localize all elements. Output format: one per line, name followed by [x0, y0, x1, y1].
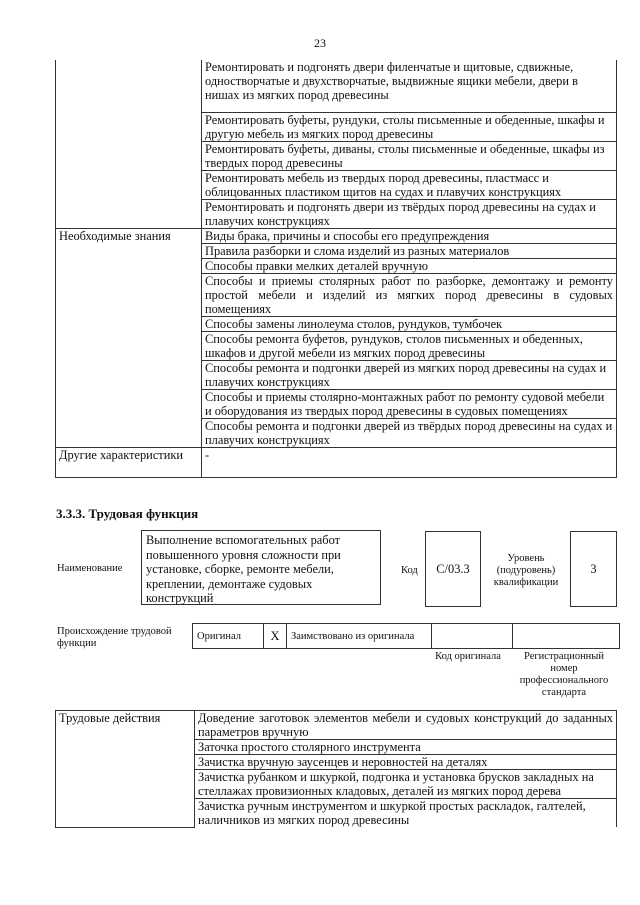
name-label: Наименование [57, 563, 123, 574]
origin-borrowed-label: Заимствовано из оригинала [287, 624, 432, 649]
table-row: Способы и приемы столярно-монтажных работ по ремонту судовой мебели и оборудования из твердых пород древесины в судовых помещениях [202, 389, 617, 418]
table-row: Ремонтировать мебель из твердых пород древесины, пластмасс и облицованных пластиком щитов на судах и плавучих конструкциях [202, 170, 617, 199]
function-name-value: Выполнение вспомогательных работ повышенного уровня сложности при установке, сборке, ремонте мебели, креплении, демонтаже судовых конструкций [141, 530, 381, 605]
qualification-level-label: Уровень (подуровень) квалификации [493, 553, 559, 588]
table-row: Способы замены линолеума столов, рундуков, тумбочек [202, 316, 617, 331]
section-heading: 3.3.3. Трудовая функция [56, 506, 199, 521]
table-row: Зачистка вручную заусенцев и неровностей на деталях [195, 755, 617, 770]
table-row: Заточка простого столярного инструмента [195, 740, 617, 755]
skills-knowledge-table [55, 60, 617, 478]
origin-reg-number-cell [513, 624, 620, 649]
origin-original-label: Оригинал [193, 624, 264, 649]
table-row: Способы ремонта и подгонки дверей из мягких пород древесины на судах и плавучих конструкциях [202, 360, 617, 389]
table-row: Ремонтировать буфеты, диваны, столы письменные и обеденные, шкафы из твердых пород древесины [202, 141, 617, 170]
origin-table [192, 623, 620, 649]
other-characteristics-label: Другие характеристики [56, 447, 202, 477]
table-row: Зачистка рубанком и шкуркой, подгонка и установка брусков закладных на стеллажах провизионных кладовых, деталей из мягких пород дерева [195, 770, 617, 799]
origin-code-caption: Код оригинала [435, 651, 501, 662]
table-row: Зачистка ручным инструментом и шкуркой простых раскладок, галтелей, наличников из мягких пород древесины [195, 799, 617, 828]
other-characteristics-value: - [202, 447, 617, 477]
origin-reg-caption: Регистрационный номер профессионального стандарта [519, 651, 609, 698]
table-cell-empty [56, 60, 202, 228]
table-row: Способы ремонта буфетов, рундуков, столов письменных и обеденных, шкафов и другой мебели из мягких пород древесины [202, 331, 617, 360]
qualification-level-value: 3 [570, 531, 617, 607]
table-row: Ремонтировать и подгонять двери из твёрдых пород древесины на судах и плавучих конструкциях [202, 199, 617, 228]
origin-mark: X [264, 624, 287, 649]
origin-label: Происхождение трудовой функции [57, 626, 172, 649]
table-row: Доведение заготовок элементов мебели и судовых конструкций до заданных параметров вручную [195, 711, 617, 740]
code-label: Код [401, 565, 418, 576]
table-row: Способы и приемы столярных работ по разборке, демонтажу и ремонту простой мебели и изделий из мягких пород древесины в судовых помещениях [202, 273, 617, 316]
table-row: Ремонтировать и подгонять двери филенчатые и щитовые, сдвижные, одностворчатые и двухстворчатые, выдвижные ящики мебели, двери в нишах из мягких пород древесины [202, 60, 617, 112]
labor-actions-label: Трудовые действия [56, 711, 195, 828]
table-row: Ремонтировать буфеты, рундуки, столы письменные и обеденные, шкафы и другую мебель из мягких пород древесины [202, 112, 617, 141]
table-row: Способы правки мелких деталей вручную [202, 258, 617, 273]
knowledge-label: Необходимые знания [56, 228, 202, 447]
origin-code-cell [432, 624, 513, 649]
page-number: 23 [314, 36, 326, 50]
table-row: Виды брака, причины и способы его предупреждения [202, 228, 617, 243]
table-row: Правила разборки и слома изделий из разных материалов [202, 243, 617, 258]
code-value: C/03.3 [425, 531, 481, 607]
table-row: Способы ремонта и подгонки дверей из твёрдых пород древесины на судах и плавучих конструкциях [202, 418, 617, 447]
labor-actions-table [55, 710, 617, 828]
